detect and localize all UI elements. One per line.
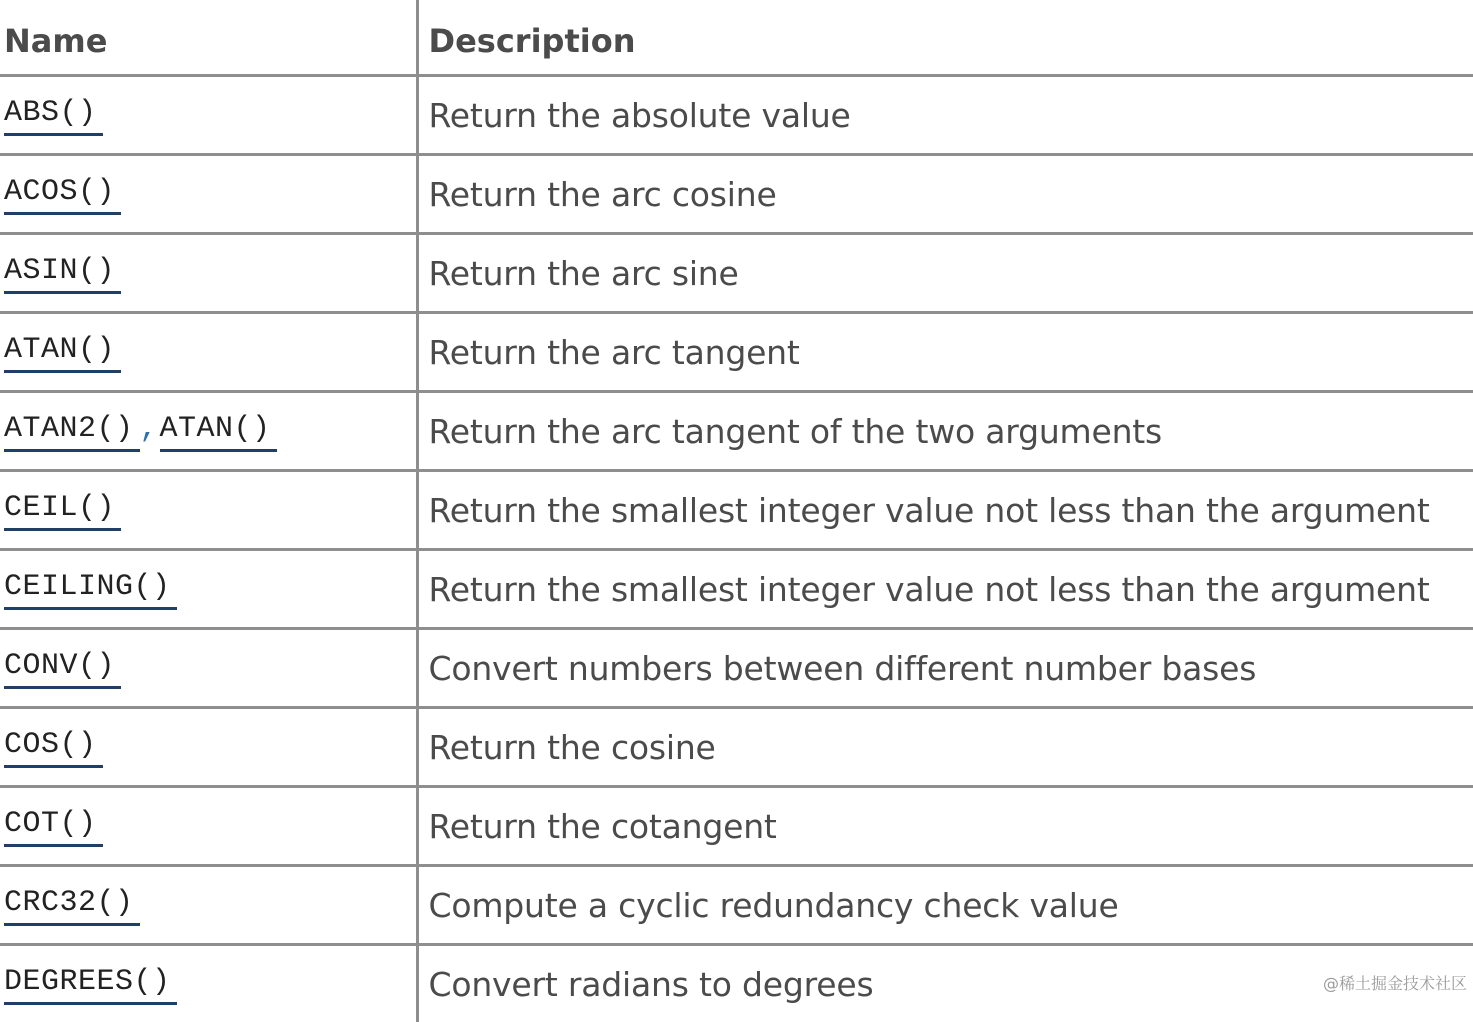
function-name-cell <box>0 234 417 313</box>
function-name-cell <box>0 945 417 1022</box>
table-row <box>0 234 1473 313</box>
function-description: Return the cotangent <box>417 787 1473 866</box>
function-description: Return the absolute value <box>417 76 1473 155</box>
function-link[interactable]: ABS() <box>4 95 103 136</box>
function-link[interactable]: ATAN() <box>4 332 121 373</box>
function-name-cell <box>0 471 417 550</box>
table-row <box>0 787 1473 866</box>
table-row <box>0 550 1473 629</box>
function-description: Return the smallest integer value not less than the argument <box>417 471 1473 550</box>
name-separator: , <box>140 412 158 446</box>
function-name-cell <box>0 629 417 708</box>
table-row <box>0 392 1473 471</box>
function-link[interactable]: ASIN() <box>4 253 121 294</box>
function-name-cell <box>0 550 417 629</box>
table-row <box>0 313 1473 392</box>
function-link[interactable]: CEIL() <box>4 490 121 531</box>
function-name-cell <box>0 313 417 392</box>
function-link[interactable]: COT() <box>4 806 103 847</box>
table-row <box>0 945 1473 1022</box>
table-row <box>0 471 1473 550</box>
function-link[interactable]: CEILING() <box>4 569 177 610</box>
function-name-cell <box>0 392 417 471</box>
function-name-cell <box>0 155 417 234</box>
table-row <box>0 76 1473 155</box>
table-body <box>0 76 1473 1022</box>
function-link[interactable]: ATAN2() <box>4 411 140 452</box>
description-column-header: Description <box>417 0 1473 76</box>
function-description: Compute a cyclic redundancy check value <box>417 866 1473 945</box>
function-name-cell <box>0 708 417 787</box>
function-description: Return the arc sine <box>417 234 1473 313</box>
function-description: Convert radians to degrees <box>417 945 1473 1022</box>
function-description: Return the cosine <box>417 708 1473 787</box>
function-description: Return the smallest integer value not less than the argument <box>417 550 1473 629</box>
function-name-cell <box>0 787 417 866</box>
function-description: Return the arc tangent of the two arguments <box>417 392 1473 471</box>
function-description: Return the arc tangent <box>417 313 1473 392</box>
function-link[interactable]: CRC32() <box>4 885 140 926</box>
function-link[interactable]: DEGREES() <box>4 964 177 1005</box>
table-row <box>0 629 1473 708</box>
function-name-cell <box>0 866 417 945</box>
function-link[interactable]: ACOS() <box>4 174 121 215</box>
function-name-cell <box>0 76 417 155</box>
table-row <box>0 708 1473 787</box>
table-row <box>0 866 1473 945</box>
function-link[interactable]: ATAN() <box>160 411 277 452</box>
function-link[interactable]: COS() <box>4 727 103 768</box>
function-link[interactable]: CONV() <box>4 648 121 689</box>
table-row <box>0 155 1473 234</box>
watermark: @稀土掘金技术社区 <box>1323 971 1467 994</box>
name-column-header: Name <box>0 0 417 76</box>
function-description: Convert numbers between different number bases <box>417 629 1473 708</box>
function-description: Return the arc cosine <box>417 155 1473 234</box>
table-header-row <box>0 0 1473 76</box>
